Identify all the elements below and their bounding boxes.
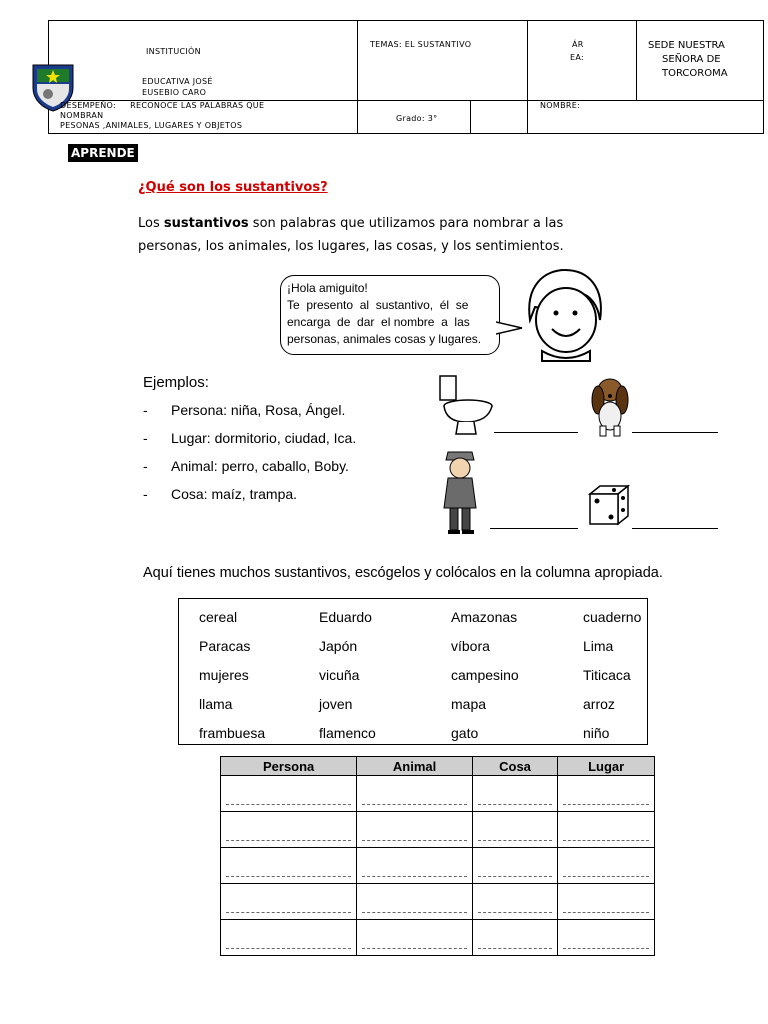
examples-title: Ejemplos: [143,374,209,391]
example-bullet-3: - [143,458,148,474]
child-face-illustration [520,265,610,365]
answer-cell[interactable] [357,812,473,848]
answer-cell[interactable] [558,920,655,956]
answer-cell[interactable] [558,776,655,812]
campus-line-3: TORCOROMA [662,68,728,79]
header-divider-v4 [470,100,471,134]
word-item: mujeres [199,667,249,683]
campus-line-2: SEÑORA DE [662,54,721,65]
column-header-person: Persona [221,757,357,776]
institution-line-3: EUSEBIO CARO [142,88,207,97]
performance-line-3: PESONAS ,ANIMALES, LUGARES Y OBJETOS [60,121,243,130]
example-item-thing: Cosa: maíz, trampa. [171,486,298,502]
word-item: gato [451,725,479,741]
answer-line-dice [632,528,718,529]
section-question-title: ¿Qué son los sustantivos? [138,180,328,195]
man-illustration [438,446,488,536]
answer-cell[interactable] [558,884,655,920]
grade-label: Grado: 3° [396,114,438,123]
bubble-line-2: Te presento al sustantivo, él se [287,298,469,312]
speech-bubble [280,275,500,355]
dog-illustration [588,376,632,438]
campus-line-1: SEDE NUESTRA [648,40,725,51]
intro-paragraph [138,212,618,258]
word-item: arroz [583,696,615,712]
learn-badge: APRENDE [68,144,138,162]
bubble-line-4: personas, animales cosas y lugares. [287,332,482,346]
word-item: víbora [451,638,490,654]
toilet-illustration [436,374,496,436]
word-item: campesino [451,667,519,683]
bubble-line-1: ¡Hola amiguito! [287,281,368,295]
column-header-place: Lugar [558,757,655,776]
word-item: niño [583,725,610,741]
word-item: cuaderno [583,609,642,625]
intro-bold-term: sustantivos [163,216,249,231]
answer-cell[interactable] [221,776,357,812]
header-divider-v3 [636,20,637,100]
word-item: Lima [583,638,614,654]
dice-illustration [586,482,632,528]
answer-line-man [490,528,578,529]
answer-cell[interactable] [472,884,557,920]
word-item: mapa [451,696,487,712]
word-bank [178,598,648,745]
area-label-1: ÁR [572,40,584,49]
table-row [221,812,655,848]
table-row [221,920,655,956]
answer-cell[interactable] [472,848,557,884]
answer-cell[interactable] [221,920,357,956]
answer-cell[interactable] [357,848,473,884]
table-row [221,776,655,812]
answer-cell[interactable] [472,920,557,956]
answer-cell[interactable] [472,776,557,812]
instruction-text: Aquí tienes muchos sustantivos, escógelos y colócalos en la columna apropiada. [143,565,663,581]
example-bullet-4: - [143,486,148,502]
answer-cell[interactable] [357,884,473,920]
example-item-animal: Animal: perro, caballo, Boby. [171,458,349,474]
bubble-line-3: encarga de dar el nombre a las [287,315,470,329]
word-item: Eduardo [319,609,372,625]
table-row [221,848,655,884]
answer-cell[interactable] [558,812,655,848]
performance-line-2: NOMBRAN [60,111,104,120]
answer-cell[interactable] [357,776,473,812]
header-divider-v1 [357,20,358,134]
name-label: NOMBRE: [540,101,581,110]
word-item: Paracas [199,638,251,654]
word-item: joven [319,696,353,712]
answer-cell[interactable] [221,884,357,920]
performance-line-1: DESEMPEÑO: RECONOCE LAS PALABRAS QUE [60,101,265,110]
table-row [221,884,655,920]
institution-line-1: INSTITUCIÓN [146,47,201,56]
word-item: frambuesa [199,725,266,741]
intro-text-before: Los [138,216,164,231]
classification-table [220,756,655,956]
answer-line-toilet [494,432,578,433]
answer-cell[interactable] [221,848,357,884]
answer-cell[interactable] [357,920,473,956]
answer-cell[interactable] [472,812,557,848]
answer-cell[interactable] [221,812,357,848]
example-bullet-2: - [143,430,148,446]
answer-line-dog [632,432,718,433]
column-header-thing: Cosa [472,757,557,776]
column-header-animal: Animal [357,757,473,776]
intro-text-after: son palabras que utilizamos para nombrar a las personas, los animales, los lugares, las cosas, y los sentimientos. [138,216,564,254]
word-item: Japón [319,638,358,654]
answer-cell[interactable] [558,848,655,884]
example-item-person: Persona: niña, Rosa, Ángel. [171,402,346,418]
topic-label: TEMAS: EL SUSTANTIVO [370,40,472,49]
word-item: flamenco [319,725,376,741]
header-divider-v2 [527,20,528,134]
word-item: vicuña [319,667,360,683]
word-item: cereal [199,609,238,625]
word-item: Titicaca [583,667,631,683]
example-item-place: Lugar: dormitorio, ciudad, Ica. [171,430,357,446]
area-label-2: EA: [570,53,584,62]
word-item: llama [199,696,233,712]
word-item: Amazonas [451,609,518,625]
institution-line-2: EDUCATIVA JOSÉ [142,77,213,86]
example-bullet-1: - [143,402,148,418]
